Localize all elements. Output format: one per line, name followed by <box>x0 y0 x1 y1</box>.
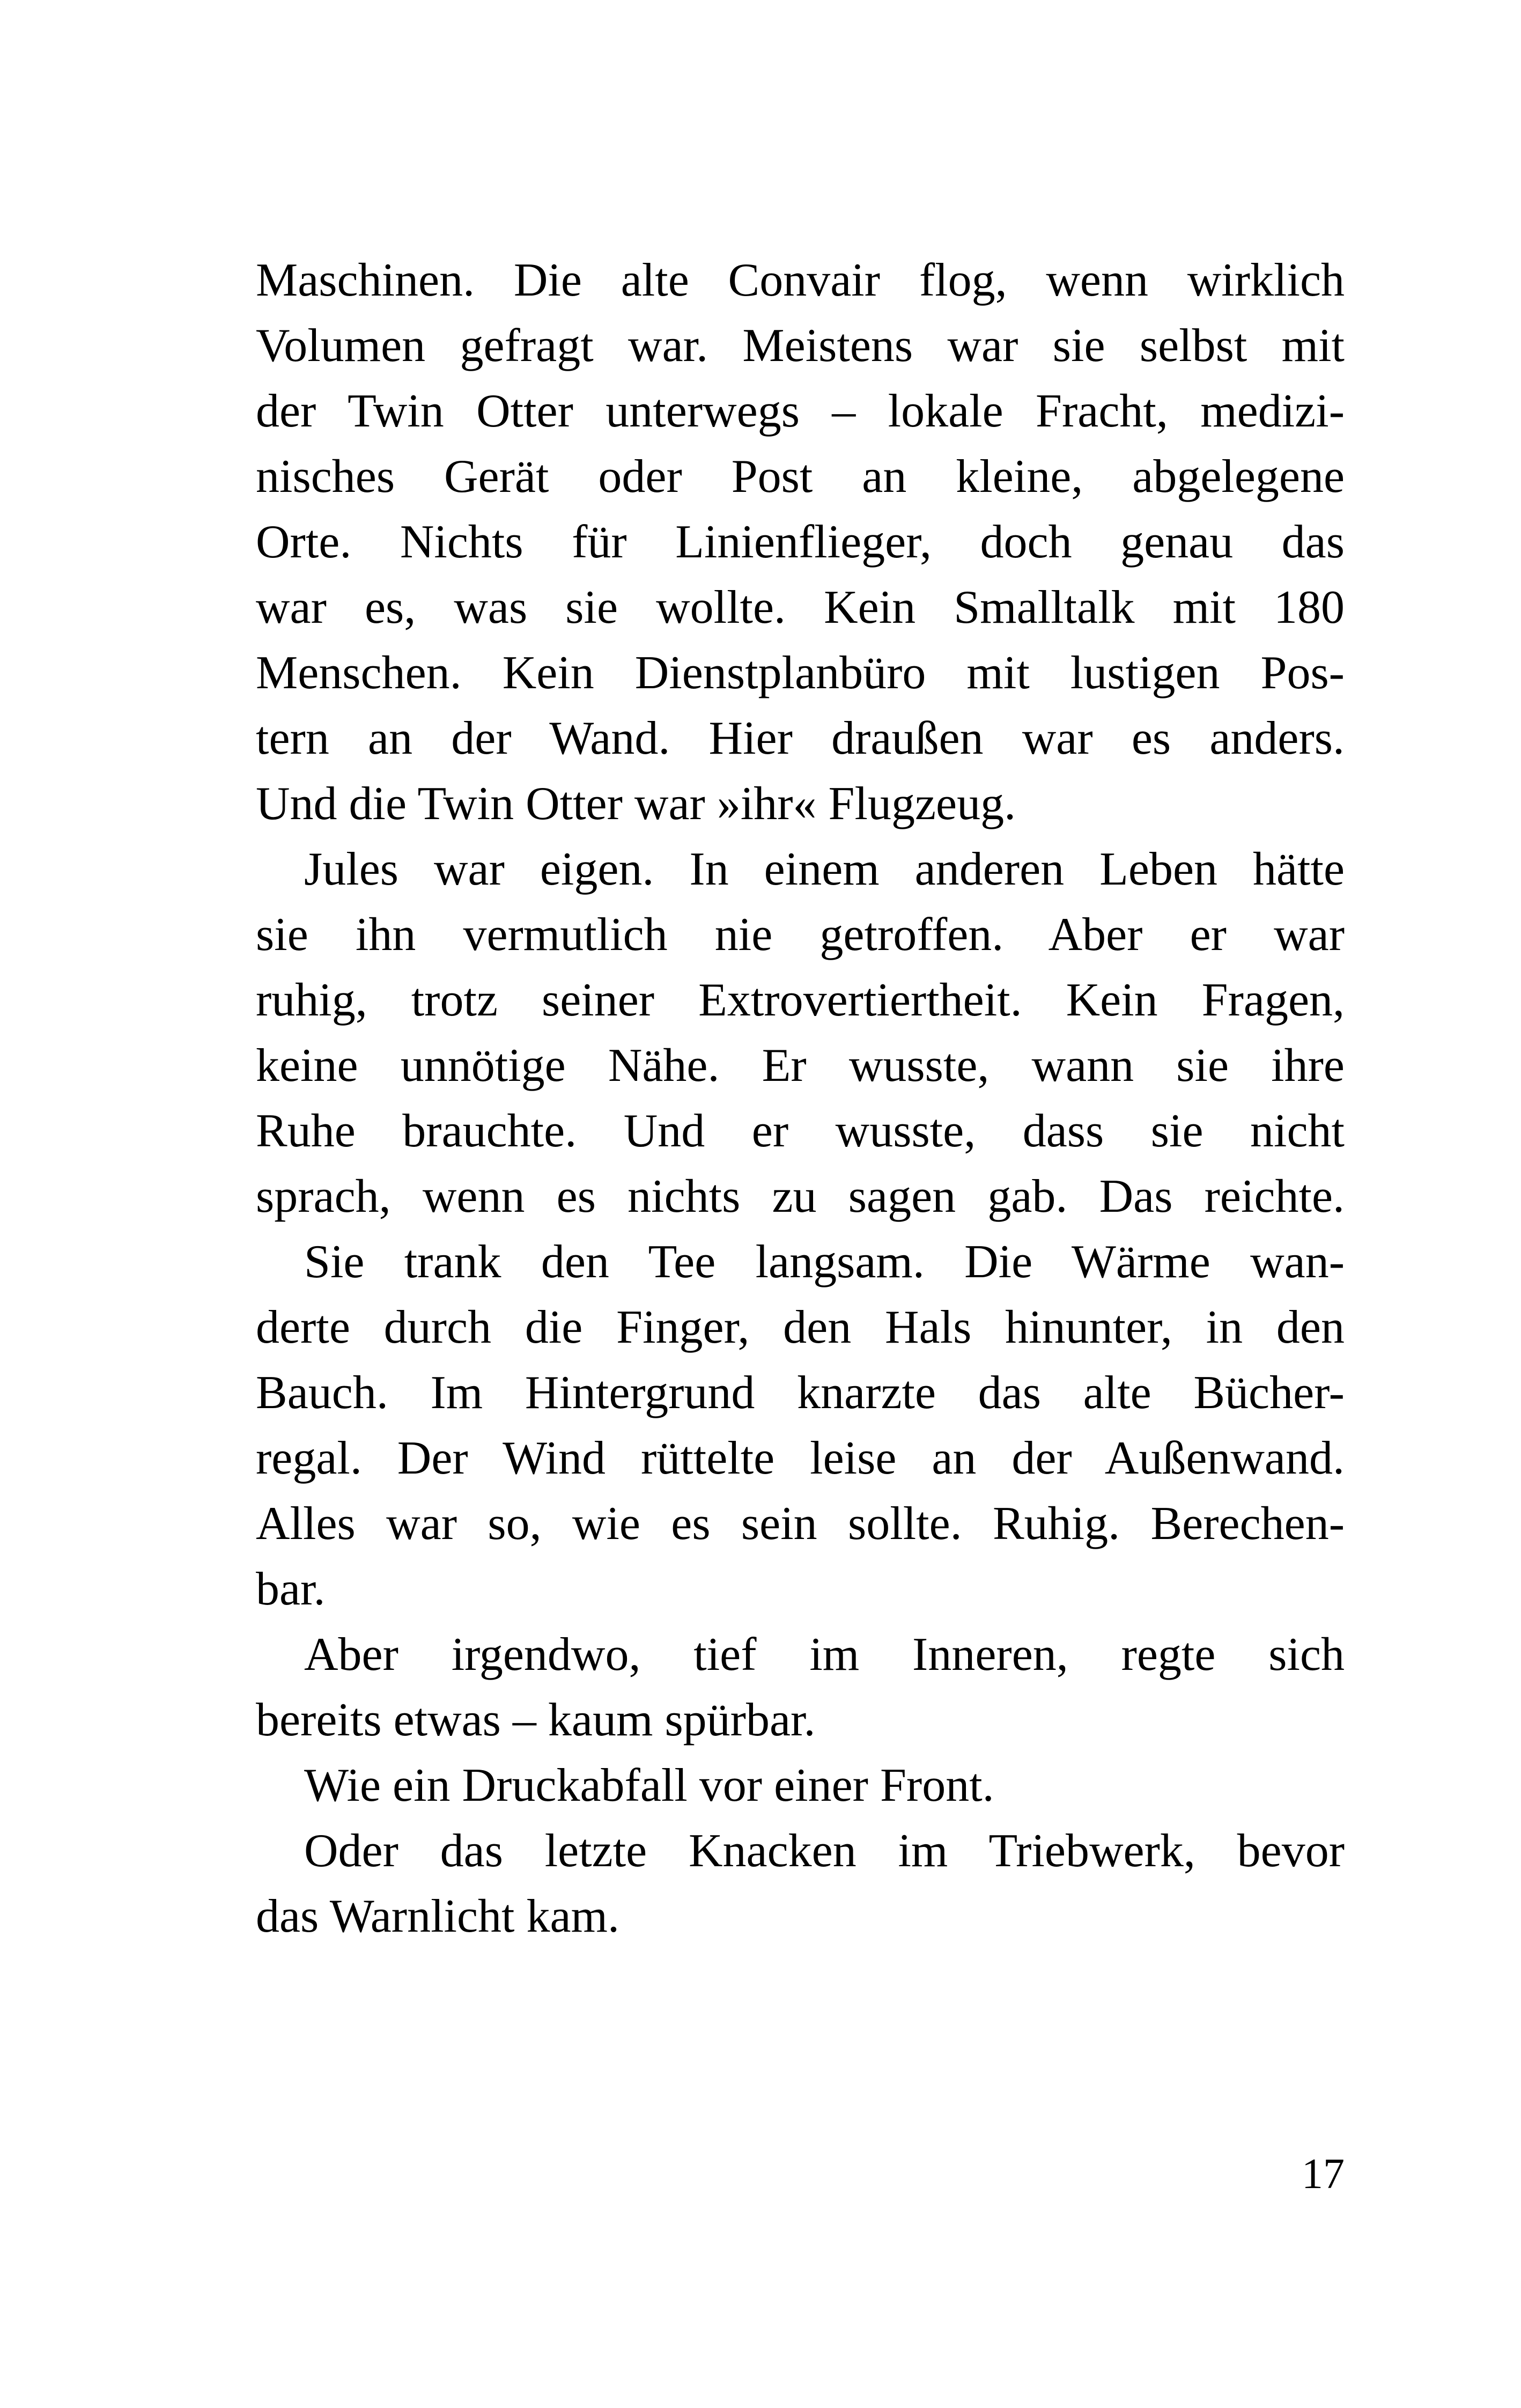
text-line: Alles war so, wie es sein sollte. Ruhig. Berechen- <box>256 1498 1345 1550</box>
text-line: Und die Twin Otter war »ihr« Flugzeug. <box>256 778 1016 830</box>
text-line: derte durch die Finger, den Hals hinunter, in den <box>256 1301 1345 1353</box>
text-line: Ruhe brauchte. Und er wusste, dass sie nicht <box>256 1105 1345 1157</box>
page-number: 17 <box>1302 2151 1345 2198</box>
text-line: Menschen. Kein Dienstplanbüro mit lustigen Pos- <box>256 647 1345 699</box>
text-line: regal. Der Wind rüttelte leise an der Außenwand. <box>256 1432 1345 1484</box>
text-line: Orte. Nichts für Linienflieger, doch genau das <box>256 516 1345 568</box>
text-line: ruhig, trotz seiner Extrovertiertheit. Kein Fragen, <box>256 974 1345 1026</box>
text-line: bereits etwas – kaum spürbar. <box>256 1694 816 1746</box>
text-line: Jules war eigen. In einem anderen Leben hätte <box>304 843 1345 895</box>
text-line: keine unnötige Nähe. Er wusste, wann sie ihre <box>256 1040 1345 1092</box>
text-line: Maschinen. Die alte Convair flog, wenn wirklich <box>256 254 1345 306</box>
text-column <box>256 248 1345 1949</box>
text-line: das Warnlicht kam. <box>256 1890 620 1942</box>
text-line: Oder das letzte Knacken im Triebwerk, bevor <box>304 1825 1345 1877</box>
text-line: tern an der Wand. Hier draußen war es anders. <box>256 712 1345 764</box>
text-line: nisches Gerät oder Post an kleine, abgelegene <box>256 451 1345 503</box>
text-line: sie ihn vermutlich nie getroffen. Aber er war <box>256 909 1345 961</box>
text-line: Bauch. Im Hintergrund knarzte das alte Bücher- <box>256 1367 1345 1419</box>
text-line: Volumen gefragt war. Meistens war sie selbst mit <box>256 320 1345 372</box>
text-line: der Twin Otter unterwegs – lokale Fracht, medizi- <box>256 385 1345 437</box>
text-line: Wie ein Druckabfall vor einer Front. <box>304 1759 994 1811</box>
text-line: Sie trank den Tee langsam. Die Wärme wan- <box>304 1236 1345 1288</box>
text-line: Aber irgendwo, tief im Inneren, regte sich <box>304 1629 1345 1681</box>
text-line: war es, was sie wollte. Kein Smalltalk mit 180 <box>256 581 1345 634</box>
text-line: bar. <box>256 1563 326 1615</box>
text-line: sprach, wenn es nichts zu sagen gab. Das reichte. <box>256 1170 1345 1223</box>
